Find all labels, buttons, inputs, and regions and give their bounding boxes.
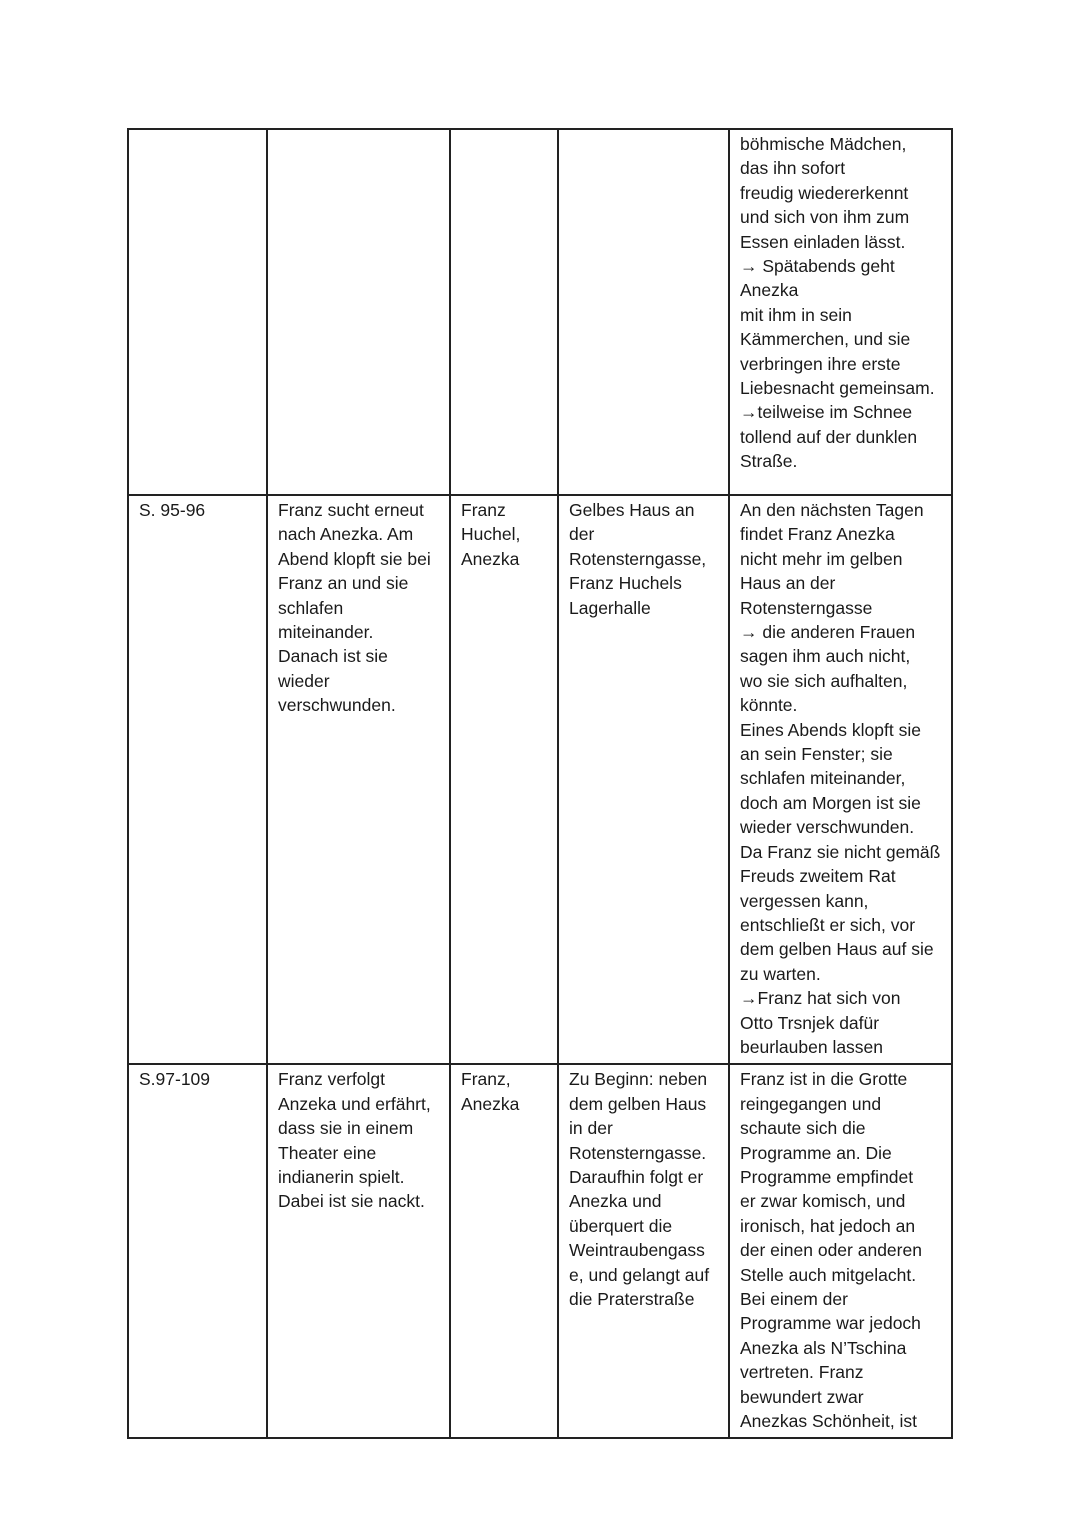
text-line: schlafen miteinander, — [740, 768, 906, 789]
text-line: Liebesnacht gemeinsam. — [740, 378, 935, 399]
text-line: Anezka — [461, 1093, 520, 1114]
text-line: Franz an und sie — [278, 573, 409, 594]
text-line: dem gelben Haus — [569, 1093, 707, 1114]
text-line: Dabei ist sie nackt. — [278, 1191, 425, 1212]
text-line: böhmische Mädchen, — [740, 134, 907, 154]
text-line: indianerin spielt. — [278, 1166, 405, 1187]
text-line: entschließt er sich, vor — [740, 914, 916, 935]
text-line: verschwunden. — [278, 695, 396, 716]
text-line: Gelbes Haus an — [569, 500, 695, 520]
text-line: mit ihm in sein — [740, 304, 852, 325]
text-line: in der — [569, 1118, 613, 1139]
text-line: → die anderen Frauen — [740, 622, 916, 643]
text-line: tollend auf der dunklen — [740, 426, 918, 447]
text-line: sagen ihm auch nicht, — [740, 646, 911, 667]
text-line: könnte. — [740, 695, 798, 716]
text-line: Bei einem der — [740, 1289, 848, 1309]
page-cell: S. 95-96 — [128, 495, 267, 1064]
text-line: Danach ist sie — [278, 646, 388, 667]
text-line: Haus an der — [740, 573, 836, 594]
text-line: Franz, — [461, 1069, 511, 1090]
text-line: Lagerhalle — [569, 597, 651, 618]
text-line: Franz — [461, 500, 506, 520]
text-line: Da Franz sie nicht gemäß — [740, 841, 941, 862]
text-line: Anzeka und erfährt, — [278, 1093, 431, 1114]
text-line: Theater eine — [278, 1142, 377, 1163]
text-line: e, und gelangt auf — [569, 1264, 710, 1285]
details-cell — [729, 1064, 952, 1438]
text-line: vergessen kann, — [740, 890, 869, 911]
text-line: Otto Trsnjek dafür — [740, 1012, 880, 1033]
text-line: das ihn sofort — [740, 158, 846, 179]
table-row — [128, 1064, 952, 1438]
text-line: Daraufhin folgt er — [569, 1166, 704, 1187]
text-line: schaute sich die — [740, 1118, 866, 1139]
text-line: Rotensterngasse, — [569, 548, 707, 569]
place-cell — [558, 129, 729, 495]
text-line: Kämmerchen, und sie — [740, 329, 911, 350]
text-line: er zwar komisch, und — [740, 1191, 906, 1212]
text-line: Anezka — [740, 280, 799, 301]
text-line: → Spätabends geht — [740, 256, 895, 277]
text-line: Zu Beginn: neben — [569, 1069, 708, 1090]
text-line: die Praterstraße — [569, 1289, 695, 1309]
text-line: schlafen — [278, 597, 344, 618]
details-cell — [729, 495, 952, 1064]
text-line: beurlauben lassen — [740, 1036, 884, 1057]
text-line: Programme an. Die — [740, 1142, 892, 1163]
text-line: Abend klopft sie bei — [278, 548, 431, 569]
place-cell — [558, 495, 729, 1064]
text-line: doch am Morgen ist sie — [740, 792, 921, 813]
text-line: An den nächsten Tagen — [740, 500, 924, 520]
text-line: ironisch, hat jedoch an — [740, 1215, 916, 1236]
text-line: Huchel, — [461, 524, 521, 545]
text-line: dass sie in einem — [278, 1118, 414, 1139]
text-line: verbringen ihre erste — [740, 353, 901, 374]
details-cell — [729, 129, 952, 495]
text-line: Anezka — [461, 548, 520, 569]
summary-table — [127, 128, 953, 1439]
text-line: reingegangen und — [740, 1093, 882, 1114]
text-line: Essen einladen lässt. — [740, 231, 906, 252]
page-cell — [128, 129, 267, 495]
text-line: Programme war jedoch — [740, 1313, 921, 1334]
text-line: Franz sucht erneut — [278, 500, 424, 520]
summary-cell — [267, 1064, 450, 1438]
text-line: Franz Huchels — [569, 573, 682, 594]
text-line: Stelle auch mitgelacht. — [740, 1264, 917, 1285]
text-line: miteinander. — [278, 622, 374, 643]
text-line: vertreten. Franz — [740, 1362, 864, 1383]
text-line: Anezkas Schönheit, ist — [740, 1411, 918, 1432]
text-line: Franz verfolgt — [278, 1069, 385, 1090]
characters-cell — [450, 1064, 558, 1438]
text-line: der einen oder anderen — [740, 1240, 922, 1261]
text-line: an sein Fenster; sie — [740, 744, 893, 765]
place-cell — [558, 1064, 729, 1438]
summary-cell — [267, 129, 450, 495]
text-line: Franz ist in die Grotte — [740, 1069, 908, 1090]
characters-cell — [450, 495, 558, 1064]
text-line: Freuds zweitem Rat — [740, 866, 896, 887]
text-line: zu warten. — [740, 963, 821, 984]
text-line: nach Anezka. Am — [278, 524, 414, 545]
characters-cell — [450, 129, 558, 495]
text-line: Programme empfindet — [740, 1166, 914, 1187]
text-line: →teilweise im Schnee — [740, 402, 913, 423]
text-line: →Franz hat sich von — [740, 988, 901, 1009]
text-line: der — [569, 524, 595, 545]
text-line: wo sie sich aufhalten, — [740, 670, 908, 691]
summary-cell — [267, 495, 450, 1064]
table-row — [128, 495, 952, 1064]
text-line: bewundert zwar — [740, 1386, 864, 1407]
text-line: überquert die — [569, 1215, 673, 1236]
table-row — [128, 129, 952, 495]
text-line: nicht mehr im gelben — [740, 548, 903, 569]
text-line: Straße. — [740, 451, 798, 472]
text-line: Rotensterngasse — [740, 597, 873, 618]
text-line: Eines Abends klopft sie — [740, 719, 921, 740]
text-line: Weintraubengass — [569, 1240, 705, 1261]
text-line: Anezka als N’Tschina — [740, 1337, 907, 1358]
page-cell: S.97-109 — [128, 1064, 267, 1438]
text-line: findet Franz Anezka — [740, 524, 895, 545]
text-line: Anezka und — [569, 1191, 662, 1212]
text-line: Rotensterngasse. — [569, 1142, 707, 1163]
text-line: wieder — [278, 670, 330, 691]
text-line: freudig wiedererkennt — [740, 182, 909, 203]
text-line: und sich von ihm zum — [740, 207, 910, 228]
text-line: dem gelben Haus auf sie — [740, 939, 934, 960]
text-line: wieder verschwunden. — [740, 817, 915, 838]
